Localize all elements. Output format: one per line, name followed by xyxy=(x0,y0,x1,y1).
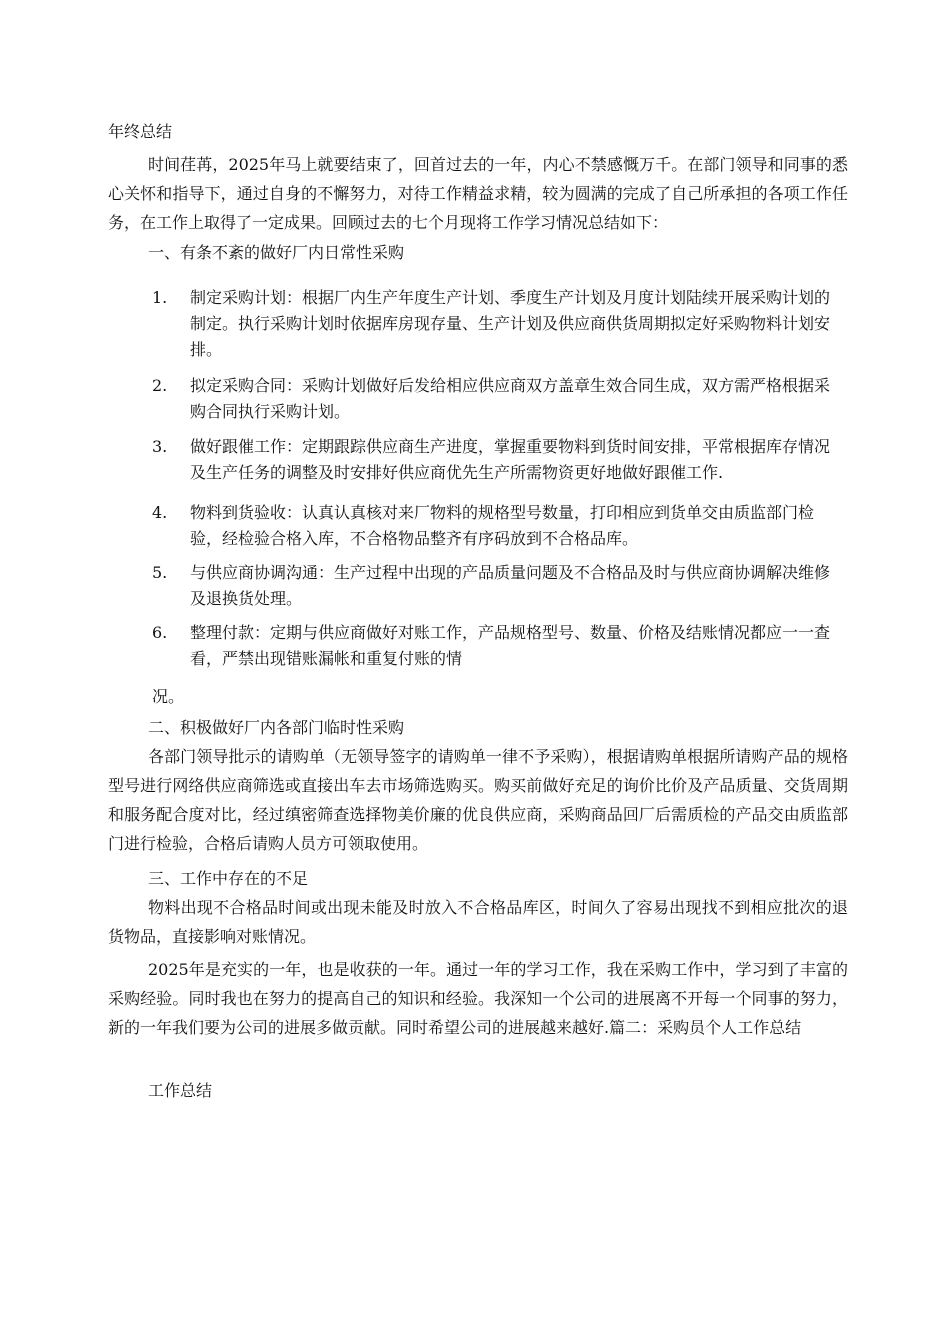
list-item-text: 拟定采购合同：采购计划做好后发给相应供应商双方盖章生效合同生成，双方需严格根据采购合同执行采购计划。 xyxy=(190,376,831,421)
list-item-text: 物料到货验收：认真认真核对来厂物料的规格型号数量，打印相应到货单交由质监部门检验，经检验合格入库，不合格物品整齐有序码放到不合格品库。 xyxy=(190,503,815,548)
list-item-number: 1. xyxy=(152,288,168,307)
document-title: 年终总结 xyxy=(108,122,173,141)
section1-heading: 一、有条不紊的做好厂内日常性采购 xyxy=(148,243,405,262)
list-item-text: 制定采购计划：根据厂内生产年度生产计划、季度生产计划及月度计划陆续开展采购计划的制定。执行采购计划时依据库房现存量、生产计划及供应商供货周期拟定好采购物料计划安排。 xyxy=(190,288,831,359)
list-item-text: 与供应商协调沟通：生产过程中出现的产品质量问题及不合格品及时与供应商协调解决维修及退换货处理。 xyxy=(190,563,831,608)
section3-heading: 三、工作中存在的不足 xyxy=(148,869,309,888)
list-item xyxy=(152,620,842,672)
section2-paragraph: 各部门领导批示的请购单（无领导签字的请购单一律不予采购），根据请购单根据所请购产品的规格型号进行网络供应商筛选或直接出车去市场筛选购买。购买前做好充足的询价比价及产品质量、交货周期和服务配合度对比，经过缜密筛查选择物美价廉的优良供应商，采购商品回厂后需质检的产品交由质监部门进行检验，合格后请购人员方可领取使用。 xyxy=(108,747,848,853)
list-item xyxy=(152,560,842,612)
list-item-number: 2. xyxy=(152,376,168,395)
list-item-number: 5. xyxy=(152,563,168,582)
list-item-number: 4. xyxy=(152,503,168,522)
list-item-text: 做好跟催工作：定期跟踪供应商生产进度，掌握重要物料到货时间安排，平常根据库存情况及生产任务的调整及时安排好供应商优先生产所需物资更好地做好跟催工作. xyxy=(190,437,831,482)
intro-paragraph: 时间荏苒，2025年马上就要结束了，回首过去的一年，内心不禁感慨万千。在部门领导和同事的悉心关怀和指导下，通过自身的不懈努力，对待工作精益求精，较为圆满的完成了自己所承担的各项工作任务，在工作上取得了一定成果。回顾过去的七个月现将工作学习情况总结如下： xyxy=(108,155,848,232)
list-item-number: 6. xyxy=(152,623,168,642)
list-item-number: 3. xyxy=(152,437,168,456)
footer-heading: 工作总结 xyxy=(148,1081,213,1100)
list-item xyxy=(152,285,842,363)
list-item xyxy=(152,500,842,552)
section2-heading: 二、积极做好厂内各部门临时性采购 xyxy=(148,718,405,737)
section3-paragraph: 物料出现不合格品时间或出现未能及时放入不合格品库区，时间久了容易出现找不到相应批次的退货物品，直接影响对账情况。 xyxy=(108,898,848,946)
list-item-text: 整理付款：定期与供应商做好对账工作，产品规格型号、数量、价格及结账情况都应一一查看，严禁出现错账漏帐和重复付账的情 xyxy=(190,623,831,668)
list-item-continuation: 况。 xyxy=(152,687,185,706)
list-item xyxy=(152,434,842,486)
list-item xyxy=(152,373,842,425)
closing-paragraph: 2025年是充实的一年，也是收获的一年。通过一年的学习工作，我在采购工作中，学习到了丰富的采购经验。同时我也在努力的提高自己的知识和经验。我深知一个公司的进展离不开每一个同事的努力，新的一年我们要为公司的进展多做贡献。同时希望公司的进展越来越好.篇二：采购员个人工作总结 xyxy=(108,960,848,1037)
